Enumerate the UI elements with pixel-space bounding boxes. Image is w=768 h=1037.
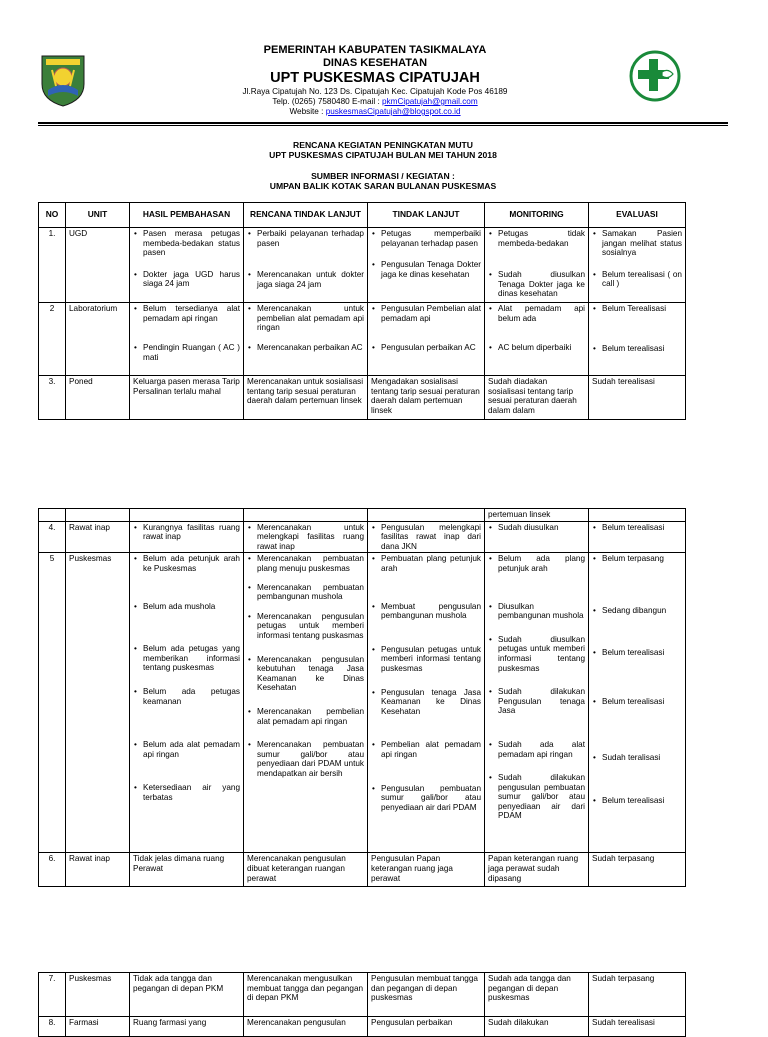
row-evaluasi [589, 228, 686, 303]
row-monitoring: Sudah ada tangga dan pegangan di depan puskesmas [485, 973, 589, 1017]
row-no: 4. [39, 521, 66, 553]
list-item: • Belum ada petugas keamanan [133, 687, 240, 706]
row-rencana [244, 228, 368, 303]
tasikmalaya-crest-logo [38, 50, 88, 108]
list-item: • Merencanakan pembuatan pembangunan mushola [247, 583, 364, 602]
header-divider-thick [38, 122, 728, 124]
list-item: • Merencanakan pembuatan sumur gali/bor atau penyediaan dari PDAM untuk mendapatkan air bersih [247, 740, 364, 778]
list-item: • Membuat pengusulan pembangunan mushola [371, 602, 481, 621]
list-item: • Dokter jaga UGD harus siaga 24 jam [133, 270, 240, 289]
department-name: DINAS KESEHATAN [322, 57, 428, 69]
list-item: • Merencanakan untuk melengkapi fasilitas ruang rawat inap [247, 523, 364, 552]
list-item: • Sudah dilakukan pengusulan pembuatan sumur gali/bor atau penyediaan air dari PDAM [488, 773, 585, 821]
row-hasil: Ruang farmasi yang [130, 1017, 244, 1037]
list-item: • Merencanakan pengusulan petugas untuk memberi informasi tentang puskasmas [247, 612, 364, 641]
row-evaluasi: Sudah terpasang [589, 853, 686, 887]
table-row [39, 1017, 686, 1037]
list-item: • Belum terpasang [592, 554, 682, 564]
row-monitoring: Sudah diadakan sosialisasi tentang tarip sesuai peraturan daerah dalam dalam [485, 376, 589, 420]
row-unit: Rawat inap [66, 853, 130, 887]
list-item: • Sedang dibangun [592, 606, 682, 616]
row-no: 5 [39, 553, 66, 853]
row-hasil [130, 228, 244, 303]
list-item: • Merencanakan pengusulan kebutuhan tenaga Jasa Keamanan ke Dinas Kesehatan [247, 655, 364, 693]
header-divider-thin [38, 125, 728, 126]
row-unit: Puskesmas [66, 973, 130, 1017]
list-item: • Belum terealisasi [592, 523, 682, 533]
row-unit: Poned [66, 376, 130, 420]
list-item: • Merencanakan untuk pembelian alat pemadam api ringan [247, 304, 364, 333]
list-item: • Pasen merasa petugas membeda-bedakan status pasen [133, 229, 240, 258]
row-tindak [368, 553, 485, 853]
email-link[interactable]: pkmCipatujah@gmail.com [382, 97, 478, 106]
row-rencana [244, 521, 368, 553]
row-rencana: Merencanakan pengusulan [244, 1017, 368, 1037]
list-item: • Belum terealisasi ( on call ) [592, 270, 682, 289]
table-row [39, 973, 686, 1017]
list-item: • Belum terealisasi [592, 796, 682, 806]
title-line-4: UMPAN BALIK KOTAK SARAN BULANAN PUSKESMAS [269, 181, 497, 191]
row-evaluasi [589, 521, 686, 553]
row-monitoring [485, 228, 589, 303]
row-monitoring: Papan keterangan ruang jaga perawat sudah dipasang [485, 853, 589, 887]
row-tindak: Pengusulan membuat tangga dan pegangan di depan puskesmas [368, 973, 485, 1017]
list-item: • Sudah diusulkan [488, 523, 585, 533]
row-monitoring: Sudah dilakukan [485, 1017, 589, 1037]
row-no: 2 [39, 303, 66, 376]
list-item: • Merencanakan pembelian alat pemadam api ringan [247, 707, 364, 726]
row-unit: Rawat inap [66, 521, 130, 553]
list-item: • Sudah ada alat pemadam api ringan [488, 740, 585, 759]
row-unit: Puskesmas [66, 553, 130, 853]
list-item: • Pengusulan petugas untuk memberi informasi tentang puskesmas [371, 645, 481, 674]
list-item: • Perbaiki pelayanan terhadap pasen [247, 229, 364, 248]
row-rencana: Merencanakan mengusulkan membuat tangga dan pegangan di depan PKM [244, 973, 368, 1017]
list-item: • Belum Terealisasi [592, 304, 682, 314]
row-evaluasi [589, 303, 686, 376]
list-item: • Pengusulan melengkapi fasilitas rawat inap dari dana JKN [371, 523, 481, 552]
row-unit: Laboratorium [66, 303, 130, 376]
row-evaluasi: Sudah terpasang [589, 973, 686, 1017]
table-row [39, 376, 686, 420]
row-no: 6. [39, 853, 66, 887]
row-hasil [130, 521, 244, 553]
list-item: • Pengusulan Pembelian alat pemadam api [371, 304, 481, 323]
row-monitoring [485, 521, 589, 553]
header-unit: UNIT [66, 203, 130, 228]
list-item: • Alat pemadam api belum ada [488, 304, 585, 323]
list-item: • Diusulkan pembangunan mushola [488, 602, 585, 621]
table-header-row [39, 203, 686, 228]
row-rencana [244, 303, 368, 376]
website-line [110, 107, 640, 117]
quality-plan-table-part-1 [38, 202, 686, 420]
list-item: • Sudah diusulkan Tenaga Dokter jaga ke dinas kesehatan [488, 270, 585, 299]
row-hasil: Tidak jelas dimana ruang Perawat [130, 853, 244, 887]
row-tindak: Pengusulan perbaikan [368, 1017, 485, 1037]
list-item: • Sudah dilakukan Pengusulan tenaga Jasa [488, 687, 585, 716]
header-rencana: RENCANA TINDAK LANJUT [244, 203, 368, 228]
website-link[interactable]: puskesmasCipatujah@blogspot.co.id [325, 107, 461, 116]
row-evaluasi: Sudah terealisasi [589, 1017, 686, 1037]
phone-label: Telp. (0265) 7580480 E-mail : [272, 97, 382, 106]
table-row [39, 521, 686, 553]
row-hasil [130, 553, 244, 853]
government-name: PEMERINTAH KABUPATEN TASIKMALAYA [263, 44, 487, 56]
table-row [39, 228, 686, 303]
list-item: • AC belum diperbaiki [488, 343, 585, 353]
list-item: • Petugas memperbaiki pelayanan terhadap pasen [371, 229, 481, 248]
quality-plan-table-part-3 [38, 972, 686, 1037]
list-item: • Pengusulan pembuatan sumur gali/bor atau penyediaan air dari PDAM [371, 784, 481, 813]
row-hasil: Keluarga pasen merasa Tarip Persalinan terlalu mahal [130, 376, 244, 420]
header-no: NO [39, 203, 66, 228]
list-item: • Belum ada alat pemadam api ringan [133, 740, 240, 759]
table-row [39, 303, 686, 376]
list-item: • Pembuatan plang petunjuk arah [371, 554, 481, 573]
table-row [39, 509, 686, 522]
list-item: • Pendingin Ruangan ( AC ) mati [133, 343, 240, 362]
header-hasil: HASIL PEMBAHASAN [130, 203, 244, 228]
list-item: • Samakan Pasien jangan melihat status sosialnya [592, 229, 682, 258]
list-item: • Pengusulan Tenaga Dokter jaga ke dinas kesehatan [371, 260, 481, 279]
header-monitoring: MONITORING [485, 203, 589, 228]
list-item: • Belum ada mushola [133, 602, 240, 612]
list-item: • Belum ada plang petunjuk arah [488, 554, 585, 573]
list-item: • Sudah diusulkan petugas untuk memberi informasi tentang puskesmas [488, 635, 585, 673]
quality-plan-table-part-2 [38, 508, 686, 887]
list-item: • Belum terealisasi [592, 344, 682, 354]
row-tindak [368, 303, 485, 376]
row-evaluasi: Sudah terealisasi [589, 376, 686, 420]
institution-name: UPT PUSKESMAS CIPATUJAH [270, 70, 480, 86]
row-unit: UGD [66, 228, 130, 303]
list-item: • Petugas tidak membeda-bedakan [488, 229, 585, 248]
list-item: • Merencanakan perbaikan AC [247, 343, 364, 353]
letterhead [110, 44, 640, 117]
list-item: • Pembelian alat pemadam api ringan [371, 740, 481, 759]
address-line: Jl.Raya Cipatujah No. 123 Ds. Cipatujah Kec. Cipatujah Kode Pos 46189 [242, 87, 508, 96]
row-rencana: Merencanakan pengusulan dibuat keterangan ruangan perawat [244, 853, 368, 887]
row-monitoring [485, 553, 589, 853]
title-line-1: RENCANA KEGIATAN PENINGKATAN MUTU [293, 140, 473, 150]
list-item: • Merencanakan pembuatan plang menuju puskesmas [247, 554, 364, 573]
list-item: • Pengusulan tenaga Jasa Keamanan ke Dinas Kesehatan [371, 688, 481, 717]
title-line-2: UPT PUSKESMAS CIPATUJAH BULAN MEI TAHUN 2018 [269, 150, 497, 160]
row-rencana: Merencanakan untuk sosialisasi tentang tarip sesuai peraturan daerah dalam pertemuan linsek [244, 376, 368, 420]
row-tindak: Mengadakan sosialisasi tentang tarip sesuai peraturan daerah dalam pertemuan linsek [368, 376, 485, 420]
row-unit: Farmasi [66, 1017, 130, 1037]
row-rencana [244, 553, 368, 853]
table-row [39, 553, 686, 853]
list-item: • Belum terealisasi [592, 697, 682, 707]
table-row [39, 853, 686, 887]
list-item: • Merencanakan untuk dokter jaga siaga 24 jam [247, 270, 364, 289]
contact-line [110, 97, 640, 107]
row-hasil [130, 303, 244, 376]
row-monitoring [485, 303, 589, 376]
row-no: 3. [39, 376, 66, 420]
title-line-3: SUMBER INFORMASI / KEGIATAN : [311, 171, 455, 181]
list-item: • Belum tersedianya alat pemadam api ringan [133, 304, 240, 323]
row-evaluasi [589, 553, 686, 853]
row-tindak [368, 521, 485, 553]
row-no: 7. [39, 973, 66, 1017]
list-item: • Belum ada petugas yang memberikan informasi tentang puskesmas [133, 644, 240, 673]
list-item: • Sudah teralisasi [592, 753, 682, 763]
list-item: • Kurangnya fasilitas ruang rawat inap [133, 523, 240, 542]
list-item: • Belum ada petunjuk arah ke Puskesmas [133, 554, 240, 573]
header-tindak: TINDAK LANJUT [368, 203, 485, 228]
row-monitoring-continued: pertemuan linsek [485, 509, 589, 522]
row-hasil: Tidak ada tangga dan pegangan di depan PKM [130, 973, 244, 1017]
list-item: • Pengusulan perbaikan AC [371, 343, 481, 353]
list-item: • Belum terealisasi [592, 648, 682, 658]
website-label: Website : [289, 107, 326, 116]
list-item: • Ketersediaan air yang terbatas [133, 783, 240, 802]
row-no: 8. [39, 1017, 66, 1037]
header-evaluasi: EVALUASI [589, 203, 686, 228]
row-tindak: Pengusulan Papan keterangan ruang jaga perawat [368, 853, 485, 887]
document-titles [38, 140, 728, 191]
row-no: 1. [39, 228, 66, 303]
row-tindak [368, 228, 485, 303]
